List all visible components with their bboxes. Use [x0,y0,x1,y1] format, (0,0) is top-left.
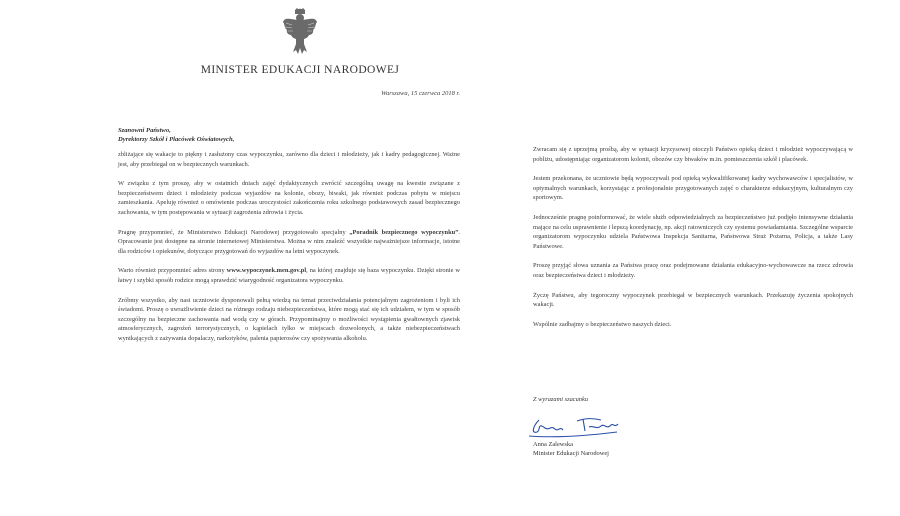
signer-position: Minister Edukacji Narodowej [533,450,609,458]
paragraph-11: Wspólnie zadbajmy o bezpieczeństwo naszych dzieci. [533,320,672,328]
paragraph-4-text-end: , na której znajduje się baza wypoczynku. Dzięki stronie w łatwy i szybki sposób rodzice mogą sprawdzić wiarygodność organizatora wypoczynku. [118,267,460,284]
polish-eagle-emblem-icon [282,8,318,56]
greeting-line-1: Szanowni Państwo, [118,127,171,134]
letterhead-title: MINISTER EDUKACJI NARODOWEJ [200,64,400,76]
paragraph-4 [118,266,460,285]
paragraph-3-text-end: . Opracowanie jest dostępne na stronie internetowej Ministerstwa. Można w nim znaleźć wszystkie najważniejsze informacje, istotne dla rodziców i opiekunów, dotyczące przygotowań do wyjazdów na letni wypoczynek. [118,228,460,255]
paragraph-5: Zróbmy wszystko, aby nasi uczniowie dysponowali pełną wiedzą na temat przeciwdziałania potencjalnym zagrożeniom i byli ich świadomi. Proszę o uwrażliwienie dzieci na różnego rodzaju niebezpieczeństwa, które mogą stać się ich udziałem, w tym w sposób szczególny na bezpieczne zachowania nad wodą czy w górach. Przypominajmy o możliwości wystąpienia gwałtownych zjawisk atmosferycznych, zagrożeń terrorystycznych, o kąpielach tylko w miejscach dozwolonych, a także niebezpieczeństwach wynikających z zażywania dopalaczy, narkotyków, palenia papierosów czy spożywania alkoholu. [118,296,460,342]
right-column [533,145,853,339]
greeting [118,126,418,144]
paragraph-4-text: Warto również przypomnieć adres strony [118,267,227,275]
paragraph-1: zbliżające się wakacje to piękny i zasłużony czas wypoczynku, zarówno dla dzieci i młodzieży, jak i kadry pedagogicznej. Ważne jest, aby przebiegał on w bezpiecznych warunkach. [118,151,460,168]
signer-name: Anna Zalewska [533,441,573,448]
paragraph-10: Życzę Państwu, aby tegoroczny wypoczynek przebiegał w bezpiecznych warunkach. Przekazuję życzenia spokojnych wakacji. [533,291,853,309]
handwritten-signature [525,412,625,442]
paragraph-8: Jednocześnie pragnę poinformować, że wiele służb odpowiedzialnych za bezpieczeństwo już podjęło intensywne działania mające na celu usprawnienie i lepszą koordynację, np. akcji ratowniczych czy systemu powiadamiania. Szczególne wsparcie organizatorom wypoczynku udziela Państwowa Inspekcja Sanitarna, Państwowa Straż Pożarna, Policja, a także Lasy Państwowe. [533,213,853,250]
guide-title: „Poradnik bezpiecznego wypoczynku” [349,228,459,236]
paragraph-2: W związku z tym proszę, aby w ostatnich dniach zajęć dydaktycznych zwrócić szczególną uwagę na kwestie związane z bezpieczeństwem dzieci i młodzieży podczas wyjazdów na kolonie, obozy, biwaki, jak również podczas pobytu w miejscu zamieszkania. Apeluję również o omówienie podczas uroczystości zakończenia roku szkolnego podstawowych zasad bezpiecznego zachowania, w tym postępowania w sytuacji zagrożenia zdrowia i życia. [118,180,460,216]
greeting-line-2: Dyrektorzy Szkół i Placówek Oświatowych, [118,136,235,143]
website-link[interactable]: www.wypoczynek.men.gov.pl [226,267,307,275]
paragraph-6: Zwracam się z uprzejmą prośbą, aby w sytuacji kryzysowej otoczyli Państwo opieką dzieci i młodzież wypoczywającą w pobliżu, udostępniając organizatorom kolonii, obozów czy biwaków m.in. pomieszczenia szkół i placówek. [533,146,853,163]
left-column [118,150,460,354]
date-line: Warszawa, 15 czerwca 2018 r. [381,90,460,97]
signer-block [533,440,609,459]
paragraph-9: Proszę przyjąć słowa uznania za Państwa pracę oraz podejmowane działania edukacyjno-wychowawcze na rzecz zdrowia oraz bezpieczeństwa dzieci i młodzieży. [533,262,853,279]
paragraph-7: Jestem przekonana, że uczniowie będą wypoczywali pod opieką wykwalifikowanej kadry wychowawców i specjalistów, w optymalnych warunkach, korzystając z profesjonalnie przygotowanych zajęć o charakterze edukacyjnym, kulturalnym czy sportowym. [533,175,853,202]
closing-phrase: Z wyrazami szacunku [533,396,589,403]
paragraph-3 [118,228,460,257]
paragraph-3-text: Pragnę przypomnieć, że Ministerstwo Edukacji Narodowej przygotowało specjalny [118,228,350,236]
